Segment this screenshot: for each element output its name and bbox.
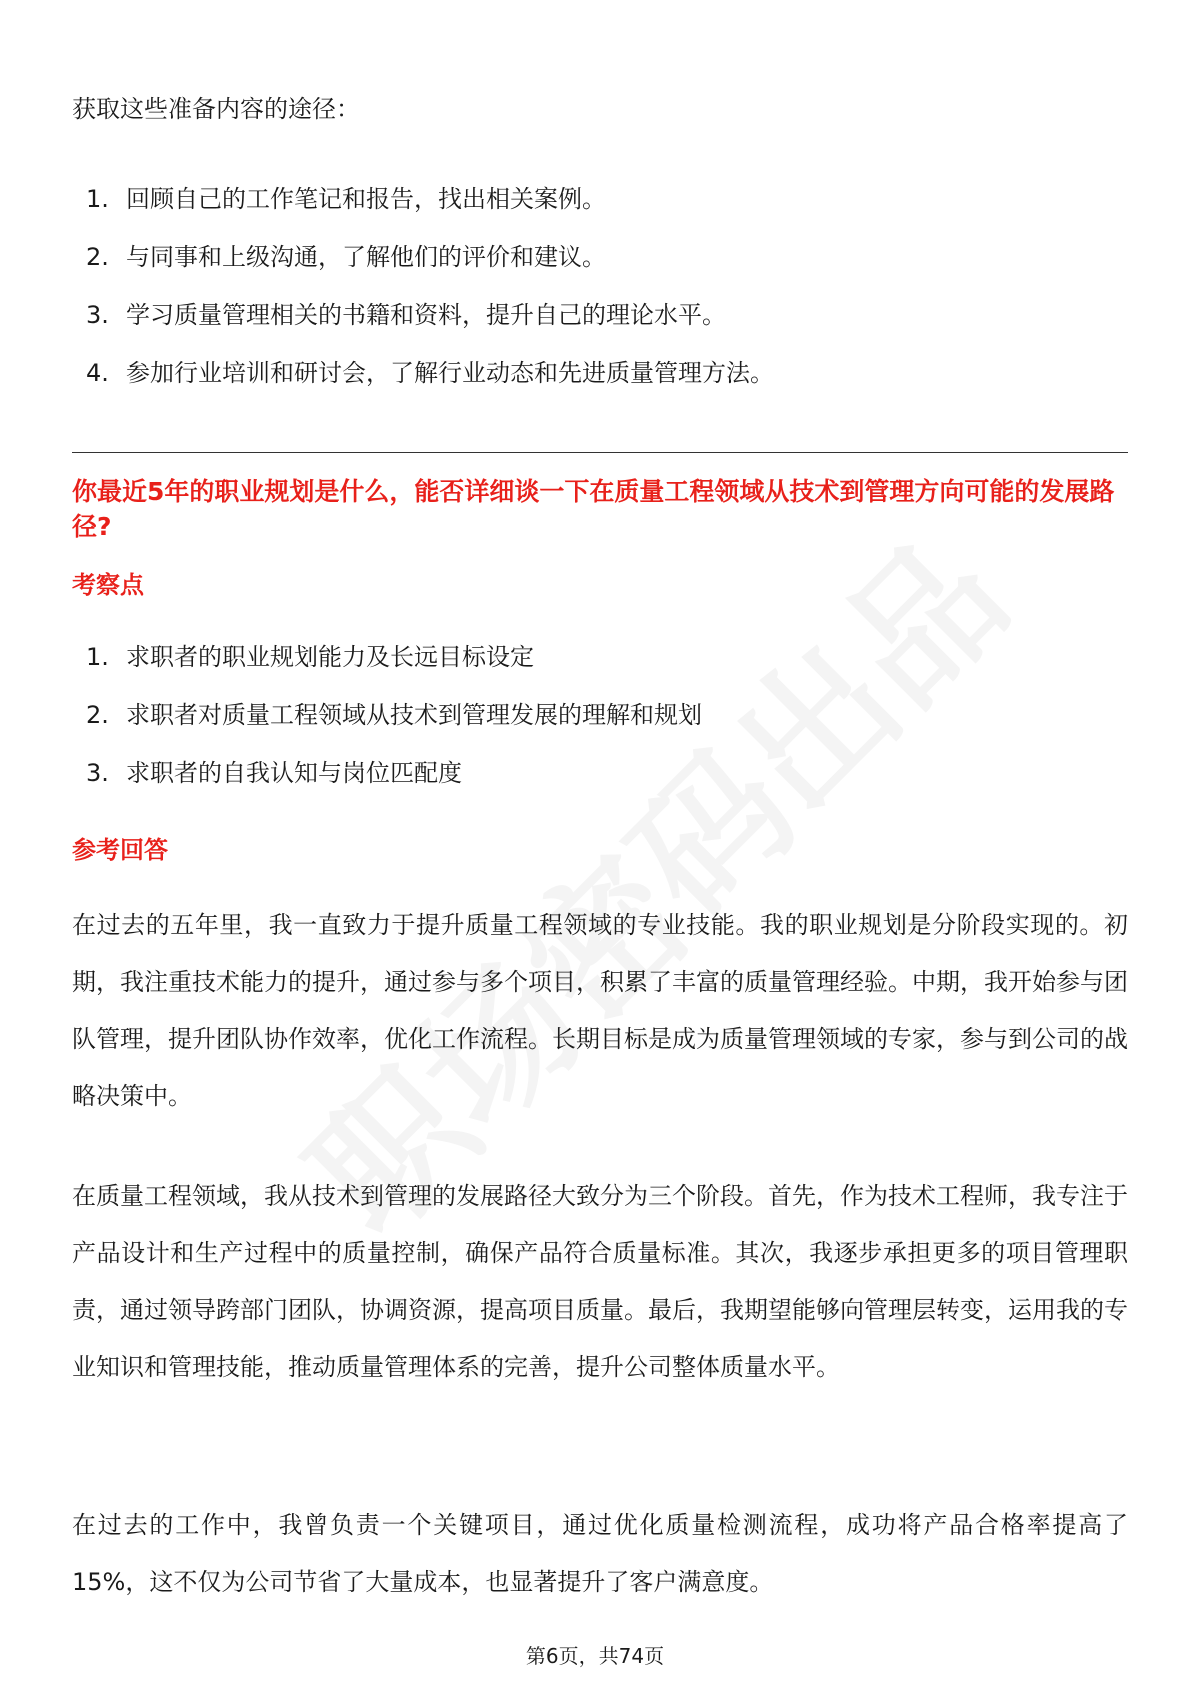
list-item-text: 参加行业培训和研讨会，了解行业动态和先进质量管理方法。 xyxy=(126,359,774,387)
list-number: 2. xyxy=(86,701,109,729)
list-item xyxy=(72,756,702,814)
list-item xyxy=(72,640,702,698)
list-item-text: 与同事和上级沟通，了解他们的评价和建议。 xyxy=(126,243,606,271)
list-item xyxy=(72,356,774,414)
list-item xyxy=(72,698,702,756)
list-number: 4. xyxy=(86,359,109,387)
section-title-reference-answer: 参考回答 xyxy=(72,836,168,864)
list-item xyxy=(72,182,774,240)
answer-paragraph: 在过去的工作中，我曾负责一个关键项目，通过优化质量检测流程，成功将产品合格率提高了15%，这不仅为公司节省了大量成本，也显著提升了客户满意度。 xyxy=(72,1511,1128,1596)
question-heading: 你最近5年的职业规划是什么，能否详细谈一下在质量工程领域从技术到管理方向可能的发展路径? xyxy=(72,477,1115,541)
list-number: 3. xyxy=(86,759,109,787)
list-number: 2. xyxy=(86,243,109,271)
list-number: 1. xyxy=(86,185,109,213)
list-item-text: 求职者的职业规划能力及长远目标设定 xyxy=(126,643,534,671)
list-item xyxy=(72,298,774,356)
section-title-assessment: 考察点 xyxy=(72,571,144,599)
assessment-list xyxy=(72,640,702,814)
list-item-text: 学习质量管理相关的书籍和资料，提升自己的理论水平。 xyxy=(126,301,726,329)
answer-paragraph: 在过去的五年里，我一直致力于提升质量工程领域的专业技能。我的职业规划是分阶段实现的。初期，我注重技术能力的提升，通过参与多个项目，积累了丰富的质量管理经验。中期，我开始参与团队管理，提升团队协作效率，优化工作流程。长期目标是成为质量管理领域的专家，参与到公司的战略决策中。 xyxy=(72,911,1128,1110)
answer-paragraph: 在质量工程领域，我从技术到管理的发展路径大致分为三个阶段。首先，作为技术工程师，我专注于产品设计和生产过程中的质量控制，确保产品符合质量标准。其次，我逐步承担更多的项目管理职责，通过领导跨部门团队，协调资源，提高项目质量。最后，我期望能够向管理层转变，运用我的专业知识和管理技能，推动质量管理体系的完善，提升公司整体质量水平。 xyxy=(72,1182,1128,1381)
list-item-text: 回顾自己的工作笔记和报告，找出相关案例。 xyxy=(126,185,606,213)
list-item-text: 求职者的自我认知与岗位匹配度 xyxy=(126,759,462,787)
section-divider xyxy=(72,452,1128,453)
list-item xyxy=(72,240,774,298)
list-number: 1. xyxy=(86,643,109,671)
list-number: 3. xyxy=(86,301,109,329)
intro-text: 获取这些准备内容的途径： xyxy=(72,95,360,123)
preparation-list xyxy=(72,182,774,414)
page-footer: 第6页，共74页 xyxy=(525,1644,665,1668)
list-item-text: 求职者对质量工程领域从技术到管理发展的理解和规划 xyxy=(126,701,702,729)
